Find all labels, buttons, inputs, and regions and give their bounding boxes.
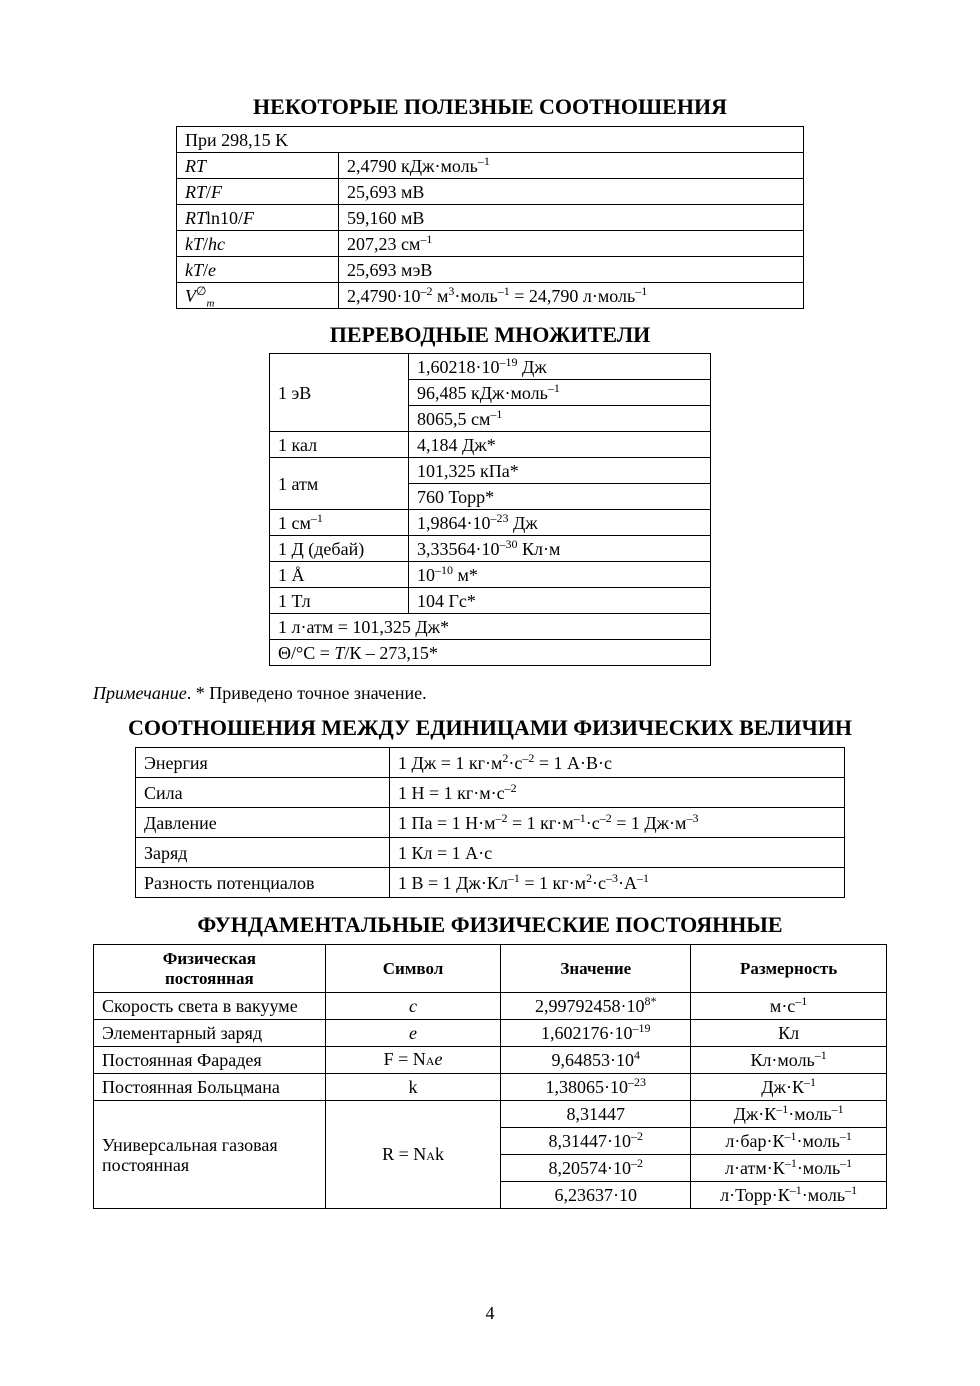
relation-key: RT: [177, 153, 339, 179]
conversion-full-row: Θ/°C = T/К – 273,15*: [270, 640, 711, 666]
conversion-full-row: 1 л·атм = 101,325 Дж*: [270, 614, 711, 640]
conversion-factors-table: [269, 353, 711, 666]
units-relations-table: [135, 747, 845, 898]
table-row: [270, 562, 711, 588]
quantity-name: Давление: [136, 808, 390, 838]
conversion-key: 1 Д (дебай): [270, 536, 409, 562]
constant-name: Элементарный заряд: [94, 1020, 326, 1047]
unit-relation: 1 В = 1 $Дж\cdot Кл^{-1} = 1$ $кг\cdot м^2\cdot с^{-3}\cdot А^{-1}$: [390, 868, 845, 898]
table-row: [94, 993, 887, 1020]
column-header: Размерность: [691, 945, 887, 993]
table-row: [270, 588, 711, 614]
constant-symbol: F = NAe: [325, 1047, 501, 1074]
gas-constant-name: Универсальная газовая постоянная: [94, 1101, 326, 1209]
constant-symbol: e: [325, 1020, 501, 1047]
table-row: [94, 1047, 887, 1074]
footnote: [93, 683, 427, 704]
table-header-row: [94, 945, 887, 993]
conversion-key: 1 Тл: [270, 588, 409, 614]
constant-value: $9,64853\cdot 10^4$: [501, 1047, 691, 1074]
conversion-key: 1 $см^{-1}$: [270, 510, 409, 536]
gas-constant-value: $8,20574\cdot 10^{-2}$: [501, 1155, 691, 1182]
gas-constant-value: 8,31447: [501, 1101, 691, 1128]
column-header: Символ: [325, 945, 501, 993]
atm-value: 101,325 кПа*: [409, 458, 711, 484]
constant-dimension: Кл·моль$^{-1}$: [691, 1047, 887, 1074]
gas-constant-value: 6,23637·10: [501, 1182, 691, 1209]
cal-label: 1 кал: [270, 432, 409, 458]
atm-value: 760 Торр*: [409, 484, 711, 510]
conversion-value: $10^{-10}$ м*: [409, 562, 711, 588]
relation-key: $V^\emptyset_m$: [177, 283, 339, 309]
relation-key: RT/F: [177, 179, 339, 205]
gas-constant-dimension: $л\cdot атм\cdot К^{-1}\cdot моль^{-1}$: [691, 1155, 887, 1182]
table-row: [94, 1020, 887, 1047]
table-row: [136, 748, 845, 778]
table-row: [136, 778, 845, 808]
quantity-name: Энергия: [136, 748, 390, 778]
table-row: [270, 640, 711, 666]
conversion-factors-title: ПЕРЕВОДНЫЕ МНОЖИТЕЛИ: [329, 322, 651, 347]
table-row: [136, 838, 845, 868]
unit-relation: 1 Кл = 1 А·с: [390, 838, 845, 868]
table-row: [270, 354, 711, 380]
constant-name: Постоянная Фарадея: [94, 1047, 326, 1074]
relation-value: 207,23 $см^{-1}$: [339, 231, 804, 257]
relation-value: 25,693 мэВ: [339, 257, 804, 283]
unit-relation: 1 Па = 1 $Н\cdot м^{-2} = 1$ $кг\cdot м^{-1}\cdot с^{-2} = 1$ $Дж\cdot м^{-3}$: [390, 808, 845, 838]
table-row: [270, 458, 711, 484]
useful-relations-table: [176, 126, 804, 309]
table-row: [270, 510, 711, 536]
table-row: [177, 257, 804, 283]
relation-value: $2,4790\cdot 10^{-2}$ $м^3\cdot моль^{-1} = 24,790$ л·моль$^{-1}$: [339, 283, 804, 309]
column-header: Значение: [501, 945, 691, 993]
constant-value: $1,602176\cdot 10^{-19}$: [501, 1020, 691, 1047]
table-row: [270, 614, 711, 640]
units-relations-title: СООТНОШЕНИЯ МЕЖДУ ЕДИНИЦАМИ ФИЗИЧЕСКИХ ВЕЛИЧИН: [127, 715, 853, 740]
ev-label: 1 эВ: [270, 354, 409, 432]
relation-value: 2,4790 кДж·моль$^{-1}$: [339, 153, 804, 179]
gas-constant-symbol: R = NAk: [325, 1101, 501, 1209]
table-row: [94, 1074, 887, 1101]
table-row: [177, 179, 804, 205]
page-number: 4: [485, 1303, 495, 1323]
relation-key: kT/hc: [177, 231, 339, 257]
temperature-header: При 298,15 K: [177, 127, 804, 153]
quantity-name: Разность потенциалов: [136, 868, 390, 898]
table-row: [177, 283, 804, 309]
unit-relation: 1 Дж = 1 $кг\cdot м^2\cdot с^{-2} = 1$ А·В·с: [390, 748, 845, 778]
constant-dimension: $м\cdot с^{-1}$: [691, 993, 887, 1020]
table-row: [270, 536, 711, 562]
ev-value: 8065,5 $см^{-1}$: [409, 406, 711, 432]
unit-relation: 1 Н = 1 $кг\cdot м\cdot с^{-2}$: [390, 778, 845, 808]
constant-dimension: $Дж\cdot К^{-1}$: [691, 1074, 887, 1101]
table-row: [177, 127, 804, 153]
ev-value: $1,60218\cdot 10^{-19}$ Дж: [409, 354, 711, 380]
table-row: [177, 231, 804, 257]
table-row: [94, 1101, 887, 1128]
conversion-value: 104 Гс*: [409, 588, 711, 614]
constant-name: Постоянная Больцмана: [94, 1074, 326, 1101]
column-header: Физическая постоянная: [94, 945, 326, 993]
gas-constant-value: $8,31447\cdot 10^{-2}$: [501, 1128, 691, 1155]
relation-value: 59,160 мВ: [339, 205, 804, 231]
constants-title: ФУНДАМЕНТАЛЬНЫЕ ФИЗИЧЕСКИЕ ПОСТОЯННЫЕ: [197, 912, 783, 937]
quantity-name: Заряд: [136, 838, 390, 868]
gas-constant-dimension: $л\cdot бар\cdot К^{-1}\cdot моль^{-1}$: [691, 1128, 887, 1155]
gas-constant-dimension: $л\cdot Торр\cdot К^{-1}\cdot моль^{-1}$: [691, 1182, 887, 1209]
constant-value: $2,99792458\cdot 10^{8*}$: [501, 993, 691, 1020]
footnote-text: . * Приведено точное значение.: [186, 683, 427, 703]
conversion-value: $3,33564\cdot 10^{-30}$ Кл·м: [409, 536, 711, 562]
table-row: [177, 205, 804, 231]
useful-relations-title: НЕКОТОРЫЕ ПОЛЕЗНЫЕ СООТНОШЕНИЯ: [253, 94, 727, 119]
constant-symbol: k: [325, 1074, 501, 1101]
ev-value: 96,485 кДж·моль$^{-1}$: [409, 380, 711, 406]
table-row: [136, 808, 845, 838]
constant-name: Скорость света в вакууме: [94, 993, 326, 1020]
cal-value: 4,184 Дж*: [409, 432, 711, 458]
constant-dimension: Кл: [691, 1020, 887, 1047]
atm-label: 1 атм: [270, 458, 409, 510]
footnote-label: Примечание: [93, 683, 187, 703]
constant-value: $1,38065\cdot 10^{-23}$: [501, 1074, 691, 1101]
relation-value: 25,693 мВ: [339, 179, 804, 205]
table-row: [136, 868, 845, 898]
table-row: [177, 153, 804, 179]
relation-key: RTln10/F: [177, 205, 339, 231]
table-row: [270, 432, 711, 458]
conversion-key: 1 Å: [270, 562, 409, 588]
relation-key: kT/e: [177, 257, 339, 283]
gas-constant-dimension: $Дж\cdot К^{-1}\cdot моль^{-1}$: [691, 1101, 887, 1128]
quantity-name: Сила: [136, 778, 390, 808]
constants-table: [93, 944, 887, 1209]
conversion-value: $1,9864\cdot 10^{-23}$ Дж: [409, 510, 711, 536]
constant-symbol: c: [325, 993, 501, 1020]
